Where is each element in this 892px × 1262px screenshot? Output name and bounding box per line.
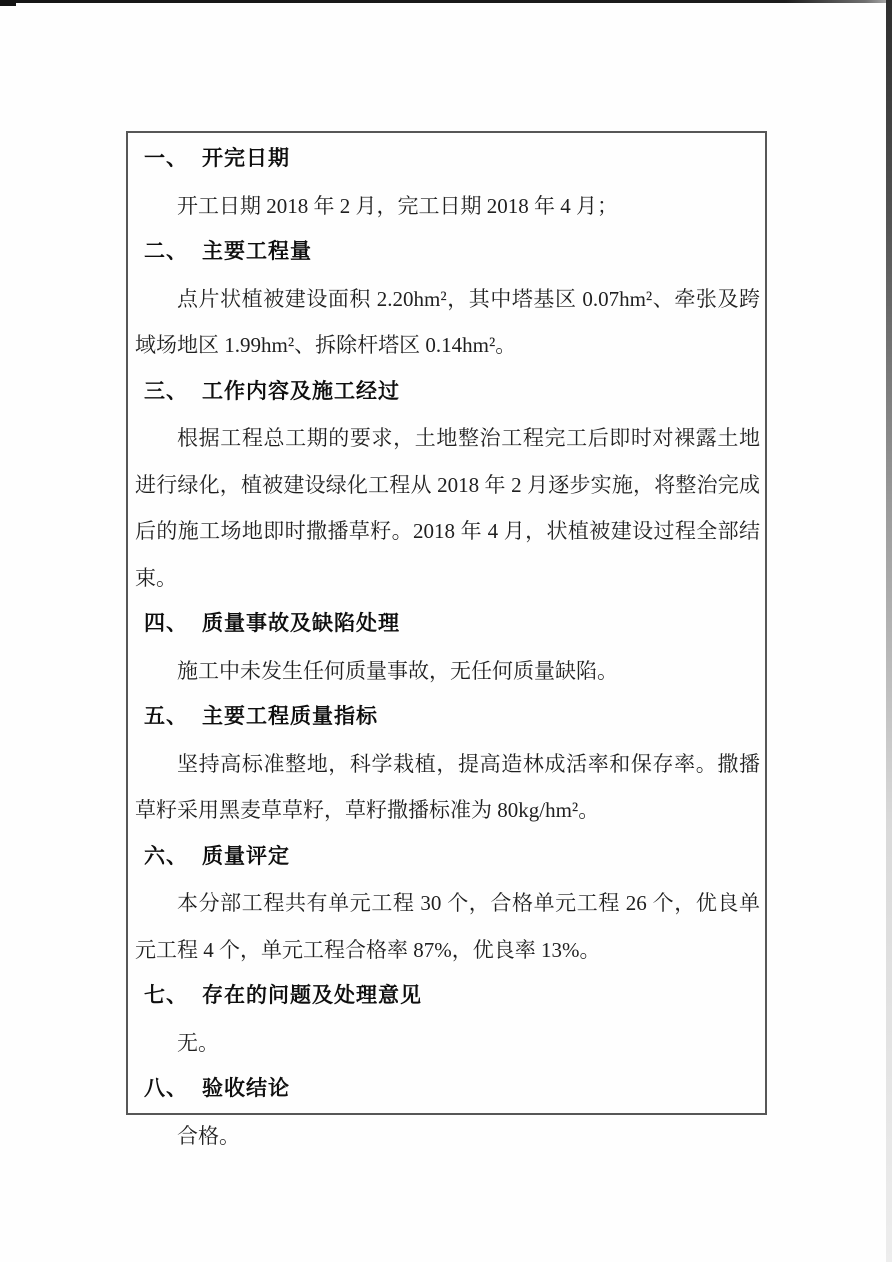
- section-title: 主要工程量: [202, 240, 312, 263]
- section-heading: [144, 601, 760, 648]
- report-content-box: [126, 131, 767, 1148]
- section-quality-accidents-defects: [135, 601, 760, 694]
- section-title: 工作内容及施工经过: [202, 379, 400, 403]
- section-title: 验收结论: [202, 1077, 290, 1100]
- section-opening-completion-date: [135, 136, 760, 229]
- section-number: 一、: [144, 147, 188, 170]
- section-number: 三、: [144, 379, 188, 403]
- section-main-quantities: [135, 229, 760, 369]
- section-title: 质量事故及缺陷处理: [202, 612, 400, 635]
- section-number: 八、: [144, 1077, 188, 1100]
- scan-artifact-right-edge-band: [886, 0, 892, 1262]
- section-paragraph: 点片状植被建设面积 2.20hm²，其中塔基区 0.07hm²、牵张及跨域场地区 1.99hm²、拆除杆塔区 0.14hm²。: [135, 286, 760, 357]
- section-title: 存在的问题及处理意见: [202, 984, 422, 1007]
- section-heading: [144, 694, 760, 741]
- section-heading: [144, 834, 760, 881]
- section-number: 六、: [144, 844, 188, 868]
- section-number: 五、: [144, 705, 188, 728]
- section-paragraph: 施工中未发生任何质量事故，无任何质量缺陷。: [177, 658, 618, 683]
- section-paragraph: 开工日期 2018 年 2 月，完工日期 2018 年 4 月；: [177, 193, 618, 218]
- section-heading: [144, 136, 760, 183]
- section-title: 质量评定: [202, 844, 290, 868]
- section-acceptance-conclusion: [135, 1066, 760, 1159]
- section-paragraph: 合格。: [177, 1123, 240, 1148]
- section-paragraph: 根据工程总工期的要求，土地整治工程完工后即时对裸露土地进行绿化，植被建设绿化工程从 2018 年 2 月逐步实施，将整治完成后的施工场地即时撒播草籽。2018 年 4 月，状植被建设过程全部结束。: [135, 426, 760, 590]
- section-title: 开完日期: [202, 147, 290, 170]
- section-paragraph: 无。: [177, 1030, 219, 1055]
- section-existing-problems: [135, 973, 760, 1066]
- scan-artifact-top-line: [0, 0, 892, 3]
- section-heading: [144, 973, 760, 1020]
- scan-artifact-top-left-mark: [0, 0, 16, 6]
- section-quality-assessment: [135, 834, 760, 974]
- section-paragraph: 本分部工程共有单元工程 30 个，合格单元工程 26 个，优良单元工程 4 个，单元工程合格率 87%，优良率 13%。: [135, 891, 760, 962]
- section-title: 主要工程质量指标: [202, 705, 378, 728]
- section-number: 二、: [144, 240, 188, 263]
- section-heading: [144, 229, 760, 276]
- section-number: 四、: [144, 612, 188, 635]
- section-paragraph: 坚持高标准整地，科学栽植，提高造林成活率和保存率。撒播草籽采用黑麦草草籽，草籽撒播标准为 80kg/hm²。: [135, 751, 760, 822]
- section-heading: [144, 369, 760, 416]
- section-heading: [144, 1066, 760, 1113]
- section-quality-indicators: [135, 694, 760, 834]
- section-number: 七、: [144, 984, 188, 1007]
- section-work-content-process: [135, 369, 760, 602]
